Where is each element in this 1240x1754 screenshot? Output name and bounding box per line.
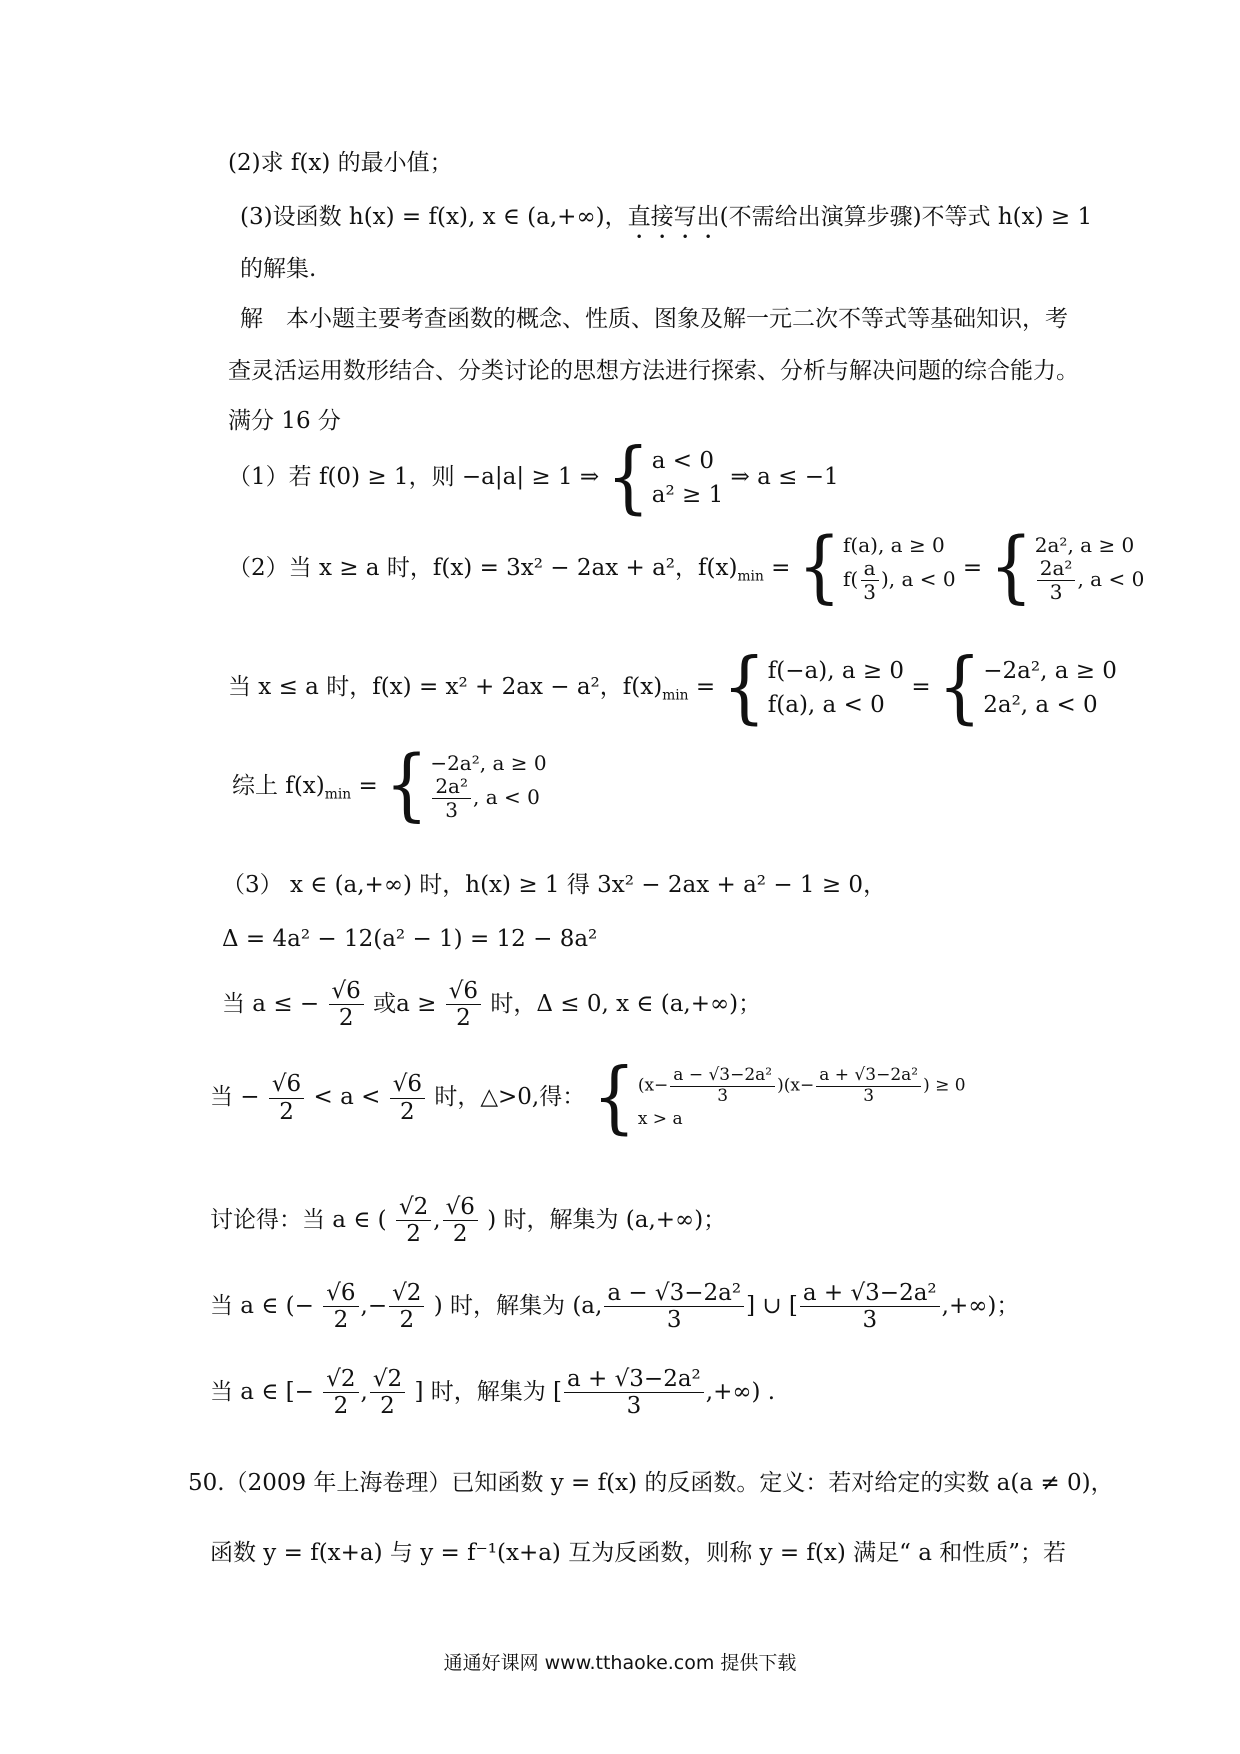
equals-sign: = (695, 674, 716, 700)
case-row: −2a², a ≥ 0 (430, 751, 547, 775)
case-row: 2a², a < 0 (983, 691, 1098, 718)
cases-brace-2a-result: { 2a², a ≥ 0 $\frac{\text{2a²}}{3}$ , a < 0 (989, 521, 1145, 613)
solution-1 (228, 432, 839, 523)
case-row: f(a), a ≥ 0 (843, 533, 945, 557)
case-row: x > a (637, 1109, 683, 1130)
case-row: f(a), a < 0 (767, 691, 885, 718)
case-row: $\frac{\text{2a²}}{3}$ , a < 0 (1035, 557, 1145, 604)
solution-intro-line3: 满分 16 分 (228, 408, 341, 434)
solution-2b (228, 642, 1117, 733)
case-row: f( $\frac{a}{3}$ ), a < 0 (843, 556, 956, 604)
solution-2a-lead: （2）当 x ≥ a 时，f(x) = 3x² − 2ax + a²，f(x) (228, 555, 738, 581)
cases-brace-2c: { −2a², a ≥ 0 $\frac{\text{2a²}}{3}$ , a < 0 (385, 739, 547, 831)
min-subscript: min (662, 687, 689, 704)
case-row: 2a², a ≥ 0 (1034, 533, 1135, 557)
discussion-2: 当 a ∈ (− $\frac{√6}{2}$ ,− $\frac{√2}{2}$ ) 时，解集为 (a, $\frac{\text{a − √3−2a²}}{3}$ ] ∪ [ $\frac{\text{a + √3−2a²}}{3}$ ,+∞)； (210, 1280, 1020, 1334)
case-row: a < 0 (651, 447, 715, 474)
cases-brace-2b-result: { −2a², a ≥ 0 2a², a < 0 (937, 642, 1117, 733)
solution-1-lead: （1）若 f(0) ≥ 1，则 −a|a| ≥ 1 ⇒ (228, 464, 600, 490)
solution-3-line2: Δ = 4a² − 12(a² − 1) = 12 − 8a² (222, 926, 598, 952)
discussion-3: 当 a ∈ [− $\frac{√2}{2}$ , $\frac{√2}{2}$ ] 时，解集为 [ $\frac{\text{a + √3−2a²}}{3}$ ,+∞) . (210, 1366, 776, 1420)
cases-brace-2b: { f(−a), a ≥ 0 f(a), a < 0 (722, 642, 905, 733)
solution-3-line1: （3） x ∈ (a,+∞) 时，h(x) ≥ 1 得 3x² − 2ax + a² − 1 ≥ 0， (222, 872, 887, 898)
cases-brace-2a: { f(a), a ≥ 0 f( $\frac{a}{3}$ ), a < 0 (797, 521, 956, 613)
case-row: a² ≥ 1 (651, 481, 724, 508)
min-subscript: min (324, 786, 352, 803)
discussion-1: 讨论得：当 a ∈ ( $\frac{√2}{2}$ , $\frac{√6}{2}$ ) 时，解集为 (a,+∞)； (210, 1194, 727, 1248)
equals-sign: = (911, 674, 931, 700)
solution-2c (232, 739, 547, 831)
solution-2b-lead: 当 x ≤ a 时，f(x) = x² + 2ax − a²，f(x) (228, 674, 663, 700)
page-footer: 通通好课网 www.tthaoke.com 提供下载 (443, 1652, 797, 1674)
problem-50-line2: 函数 y = f(x+a) 与 y = f⁻¹(x+a) 互为反函数，则称 y = f(x) 满足“ a 和性质”；若 (210, 1540, 1066, 1566)
question-3-part2: (不需给出演算步骤)不等式 h(x) ≥ 1 (719, 204, 1093, 230)
case-row: f(−a), a ≥ 0 (767, 657, 905, 684)
equals-sign: = (358, 773, 378, 799)
min-subscript: min (737, 568, 764, 585)
solution-2c-lead: 综上 f(x) (232, 773, 325, 799)
solution-2a (228, 521, 1145, 613)
question-3-part1: (3)设函数 h(x) = f(x), x ∈ (a,+∞)， (240, 204, 628, 230)
case-row: $\frac{\text{2a²}}{3}$ , a < 0 (430, 775, 546, 822)
case-b: 当 − $\frac{√6}{2}$ < a < $\frac{√6}{2}$ 时，△>0,得： { (x− $\frac{\text{a − √3−2a²}}{3}$ )(x− $\frac{\text{a + √3−2a²}}{3}$ ) ≥ 0 x > a (210, 1052, 966, 1143)
case-row: (x− $\frac{\text{a − √3−2a²}}{3}$ )(x− $\frac{\text{a + √3−2a²}}{3}$ ) ≥ 0 (637, 1065, 966, 1106)
cases-brace-3: { (x− $\frac{\text{a − √3−2a²}}{3}$ )(x− $\frac{\text{a + √3−2a²}}{3}$ ) ≥ 0 x > a (592, 1052, 966, 1143)
solution-intro-line1: 解 本小题主要考查函数的概念、性质、图象及解一元二次不等式等基础知识，考 (240, 306, 1068, 332)
question-3-emphasis: 直接写出 (627, 204, 720, 230)
solution-intro-line2: 查灵活运用数形结合、分类讨论的思想方法进行探索、分析与解决问题的综合能力。 (228, 358, 1079, 384)
question-3 (240, 204, 1092, 244)
question-2: (2)求 f(x) 的最小值； (228, 150, 453, 176)
problem-50-line1: 50.（2009 年上海卷理）已知函数 y = f(x) 的反函数。定义：若对给定的实数 a(a ≠ 0)， (188, 1470, 1114, 1496)
solution-1-tail: ⇒ a ≤ −1 (730, 464, 839, 490)
case-row: −2a², a ≥ 0 (983, 657, 1117, 684)
question-3-line2: 的解集. (240, 256, 317, 282)
equals-sign: = (771, 555, 791, 581)
cases-brace-1: { a < 0 a² ≥ 1 (606, 432, 724, 523)
equals-sign: = (962, 555, 983, 581)
case-a: 当 a ≤ − $\frac{√6}{2}$ 或a ≥ $\frac{√6}{2}$ 时，Δ ≤ 0, x ∈ (a,+∞)； (222, 978, 762, 1032)
